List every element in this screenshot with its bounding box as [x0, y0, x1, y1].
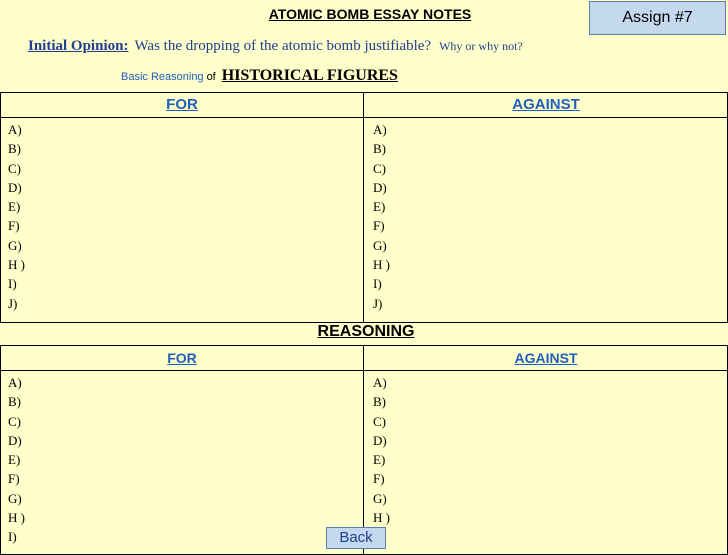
list-item: E)	[8, 452, 21, 468]
list-item: E)	[373, 199, 386, 215]
list-item: B)	[373, 141, 386, 157]
list-item: G)	[8, 490, 22, 506]
for-header: FOR	[166, 96, 198, 113]
list-item: D)	[373, 179, 387, 195]
reasoning-table	[0, 345, 728, 555]
list-item: B)	[8, 394, 21, 410]
page-title: ATOMIC BOMB ESSAY NOTES	[268, 6, 472, 22]
list-item: I)	[8, 276, 17, 292]
initial-opinion	[28, 37, 523, 55]
list-item: H )	[373, 257, 390, 273]
against-header: AGAINST	[512, 96, 580, 113]
list-item: A)	[8, 375, 22, 390]
list-item: G)	[373, 490, 387, 506]
opinion-question: Was the dropping of the atomic bomb justifiable?	[134, 38, 432, 54]
against-column	[373, 120, 390, 313]
list-item: J)	[373, 295, 383, 311]
list-item: J)	[8, 295, 18, 311]
basic-reasoning-label: Basic Reasoning	[121, 71, 204, 83]
list-item: A)	[373, 122, 387, 137]
list-item: C)	[8, 160, 21, 176]
opinion-label: Initial Opinion:	[28, 38, 129, 54]
assign-button[interactable]: Assign #7	[589, 1, 726, 35]
list-item: F)	[373, 218, 385, 234]
list-item: F)	[8, 471, 20, 487]
basic-reasoning-line	[121, 67, 398, 85]
list-item: C)	[373, 160, 386, 176]
list-item: F)	[8, 218, 20, 234]
list-item: E)	[373, 452, 386, 468]
historical-figures-table	[0, 92, 728, 323]
back-button[interactable]: Back	[326, 527, 386, 549]
list-item: D)	[8, 432, 22, 448]
list-item: A)	[8, 122, 22, 137]
list-item: H )	[8, 510, 25, 526]
list-item: A)	[373, 375, 387, 390]
against-header: AGAINST	[514, 350, 578, 366]
list-item: H )	[373, 510, 390, 526]
for-header: FOR	[167, 350, 197, 366]
for-column	[8, 373, 25, 547]
list-item: F)	[373, 471, 385, 487]
list-item: I)	[373, 276, 382, 292]
list-item: I)	[8, 529, 17, 545]
list-item: D)	[8, 179, 22, 195]
basic-of: of	[206, 71, 216, 83]
list-item: G)	[8, 237, 22, 253]
list-item: C)	[373, 413, 386, 429]
reasoning-heading: REASONING	[317, 323, 415, 340]
list-item: B)	[373, 394, 386, 410]
list-item: C)	[8, 413, 21, 429]
historical-figures-heading: HISTORICAL FIGURES	[221, 67, 398, 84]
list-item: H )	[8, 257, 25, 273]
column-divider	[363, 346, 364, 554]
column-divider	[363, 93, 364, 322]
list-item: B)	[8, 141, 21, 157]
list-item: D)	[373, 432, 387, 448]
against-column	[373, 373, 390, 527]
list-item: E)	[8, 199, 21, 215]
list-item: G)	[373, 237, 387, 253]
opinion-why: Why or why not?	[439, 39, 523, 53]
for-column	[8, 120, 25, 313]
